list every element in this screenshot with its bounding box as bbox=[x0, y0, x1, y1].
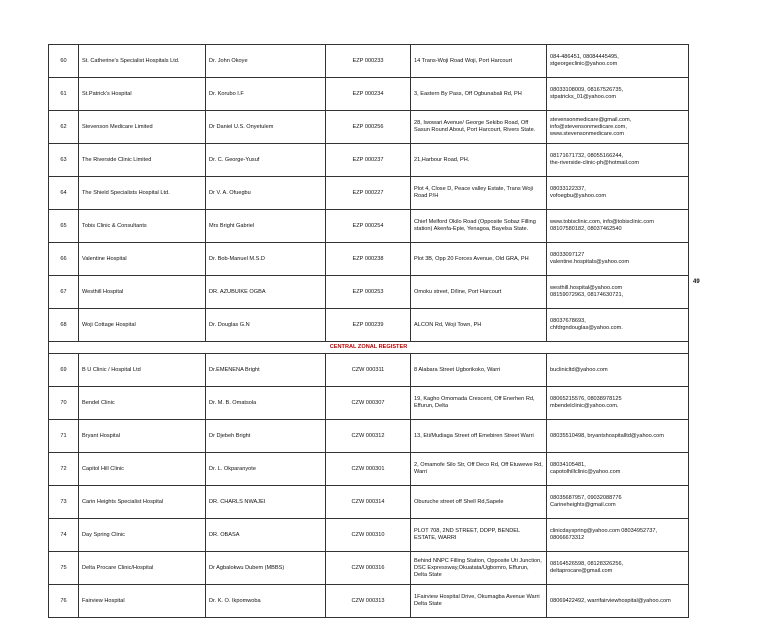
central-rows bbox=[49, 354, 689, 618]
address-cell: Behind NNPC Filling Station, Opposite Uti Junction, DSC Expressway,Okuatata/Ugbomro, Effurun, Delta State bbox=[411, 552, 547, 585]
doctor-name-cell: Dr V. A. Ofuegbu bbox=[206, 177, 326, 210]
contact-cell: 08065215576, 08038978125 mbendelclinic@yahoo.com. bbox=[547, 387, 689, 420]
registration-code-cell: EZP 000237 bbox=[326, 144, 411, 177]
table-row bbox=[49, 78, 689, 111]
registration-code-cell: CZW 000311 bbox=[326, 354, 411, 387]
serial-number-cell: 61 bbox=[49, 78, 79, 111]
address-cell: Omoku street, D/line, Port Harcourt bbox=[411, 276, 547, 309]
doctor-name-cell: DR. CHARLS NWAJEI bbox=[206, 486, 326, 519]
table-row bbox=[49, 420, 689, 453]
contact-cell: 08035510498, bryantshospitalltd@yahoo.com bbox=[547, 420, 689, 453]
registration-code-cell: CZW 000316 bbox=[326, 552, 411, 585]
serial-number-cell: 72 bbox=[49, 453, 79, 486]
address-cell: 2, Omamofe Silo Str, Off Deco Rd, Off Etuwewe Rd, Warri bbox=[411, 453, 547, 486]
facility-name-cell: Tobis Clinic & Consultants bbox=[79, 210, 206, 243]
registration-code-cell: EZP 000254 bbox=[326, 210, 411, 243]
facility-name-cell: St. Catherine's Specialist Hospitals Ltd. bbox=[79, 45, 206, 78]
contact-cell: clinicdayspring@yahoo.com 08034952737, 08066673312 bbox=[547, 519, 689, 552]
contact-cell: 084-486451, 08084445495, stgeorgeclinic@yahoo.com bbox=[547, 45, 689, 78]
contact-cell: www.tobisclinic.com, info@tobisclinic.com 08107580182, 08037462540 bbox=[547, 210, 689, 243]
serial-number-cell: 64 bbox=[49, 177, 79, 210]
registration-code-cell: EZP 000238 bbox=[326, 243, 411, 276]
serial-number-cell: 67 bbox=[49, 276, 79, 309]
facility-name-cell: The Riverside Clinic Limited bbox=[79, 144, 206, 177]
facility-name-cell: Valentine Hospital bbox=[79, 243, 206, 276]
address-cell: 1Fairview Hospital Drive, Okumagba Avenue Warri Delta State bbox=[411, 585, 547, 618]
doctor-name-cell: Dr. K. O. Ikpomwoba bbox=[206, 585, 326, 618]
address-cell: 8 Alabara Street Ugborikoko, Warri bbox=[411, 354, 547, 387]
address-cell: 21,Harbour Road, PH. bbox=[411, 144, 547, 177]
serial-number-cell: 71 bbox=[49, 420, 79, 453]
registration-code-cell: CZW 000312 bbox=[326, 420, 411, 453]
table-row bbox=[49, 585, 689, 618]
contact-cell: 08033122337, vofoegbu@yahoo.com bbox=[547, 177, 689, 210]
table-row bbox=[49, 486, 689, 519]
facility-name-cell: Stevenson Medicare Limited bbox=[79, 111, 206, 144]
register-table bbox=[48, 44, 689, 618]
contact-cell: westhill.hospital@yahoo.com 08159072963, 08174630721, bbox=[547, 276, 689, 309]
serial-number-cell: 60 bbox=[49, 45, 79, 78]
registration-code-cell: CZW 000313 bbox=[326, 585, 411, 618]
address-cell: Oburuche street off Shell Rd,Sapele bbox=[411, 486, 547, 519]
doctor-name-cell: DR. OBASA bbox=[206, 519, 326, 552]
doctor-name-cell: Dr. Korubo I.F bbox=[206, 78, 326, 111]
contact-cell: 08037678693, chfdrgndouglas@yahoo.com. bbox=[547, 309, 689, 342]
table-row bbox=[49, 243, 689, 276]
table-row bbox=[49, 144, 689, 177]
facility-name-cell: The Shield Specialists Hospital Ltd. bbox=[79, 177, 206, 210]
doctor-name-cell: Dr. John Okoye bbox=[206, 45, 326, 78]
contact-cell: 08164526598, 08128326256, deltaprocare@gmail.com bbox=[547, 552, 689, 585]
contact-cell: stevensonmedicare@gmail.com, info@stevensonmedicare.com, www.stevensonmedicare.com bbox=[547, 111, 689, 144]
registration-code-cell: EZP 000256 bbox=[326, 111, 411, 144]
serial-number-cell: 63 bbox=[49, 144, 79, 177]
address-cell: 14 Trans-Woji Road Woji, Port Harcourt bbox=[411, 45, 547, 78]
doctor-name-cell: Dr Daniel U.S. Onyetulem bbox=[206, 111, 326, 144]
table-row bbox=[49, 519, 689, 552]
table-row bbox=[49, 45, 689, 78]
table-row bbox=[49, 552, 689, 585]
address-cell: Plot 4, Close D, Peace valley Estate, Trans Woji Road P/H bbox=[411, 177, 547, 210]
page-number: 49 bbox=[693, 279, 700, 285]
facility-name-cell: Fairview Hospital bbox=[79, 585, 206, 618]
facility-name-cell: Bendel Clinic bbox=[79, 387, 206, 420]
serial-number-cell: 66 bbox=[49, 243, 79, 276]
contact-cell: 08035687957, 09032088776 Carineheights@gmail.com bbox=[547, 486, 689, 519]
table-row bbox=[49, 111, 689, 144]
registration-code-cell: CZW 000307 bbox=[326, 387, 411, 420]
table-row bbox=[49, 387, 689, 420]
serial-number-cell: 74 bbox=[49, 519, 79, 552]
registration-code-cell: CZW 000314 bbox=[326, 486, 411, 519]
address-cell: ALCON Rd, Woji Town, PH bbox=[411, 309, 547, 342]
facility-name-cell: Westhill Hospital bbox=[79, 276, 206, 309]
registration-code-cell: CZW 000301 bbox=[326, 453, 411, 486]
registration-code-cell: EZP 000227 bbox=[326, 177, 411, 210]
section-header bbox=[49, 342, 689, 354]
facility-name-cell: Bryant Hospital bbox=[79, 420, 206, 453]
facility-name-cell: St.Patrick's Hospital bbox=[79, 78, 206, 111]
contact-cell: 08033108009, 08167526735, stpatricks_01@yahoo.com bbox=[547, 78, 689, 111]
facility-name-cell: Woji Cottage Hospital bbox=[79, 309, 206, 342]
registration-code-cell: EZP 000234 bbox=[326, 78, 411, 111]
eastern-rows bbox=[49, 45, 689, 342]
doctor-name-cell: Mrs Bright Gabriel bbox=[206, 210, 326, 243]
contact-cell: buclinicltd@yahoo.com bbox=[547, 354, 689, 387]
contact-cell: 08069422492, warrifairviewhospital@yahoo.com bbox=[547, 585, 689, 618]
table-row bbox=[49, 177, 689, 210]
doctor-name-cell: Dr. L. Okparanyote bbox=[206, 453, 326, 486]
registration-code-cell: EZP 000253 bbox=[326, 276, 411, 309]
table-row bbox=[49, 309, 689, 342]
serial-number-cell: 68 bbox=[49, 309, 79, 342]
address-cell: 19, Kagho Omomada Crescent, Off Enerhen Rd, Effurun, Delta bbox=[411, 387, 547, 420]
serial-number-cell: 69 bbox=[49, 354, 79, 387]
table-row bbox=[49, 210, 689, 243]
address-cell: 28, Iwowari Avenue/ George Sekibo Road, Off Sasun Round About, Port Harcourt, Rivers State. bbox=[411, 111, 547, 144]
facility-name-cell: Delta Procare Clinic/Hospital bbox=[79, 552, 206, 585]
facility-name-cell: B U Clinic / Hospital Ltd bbox=[79, 354, 206, 387]
doctor-name-cell: Dr.EMENENA Bright bbox=[206, 354, 326, 387]
doctor-name-cell: Dr. Douglas G.N bbox=[206, 309, 326, 342]
address-cell: Plot 3B, Opp 20 Forces Avenue, Old GRA, PH bbox=[411, 243, 547, 276]
facility-name-cell: Carin Heights Specialist Hospital bbox=[79, 486, 206, 519]
doctor-name-cell: Dr Djebeh Bright bbox=[206, 420, 326, 453]
address-cell: Chief Melford Okilo Road (Opposite Sobaz Filling station) Akenfa-Epie, Yenagoa, Bayelsa State. bbox=[411, 210, 547, 243]
serial-number-cell: 76 bbox=[49, 585, 79, 618]
serial-number-cell: 70 bbox=[49, 387, 79, 420]
address-cell: 13, Eti/Mudiaga Street off Emebiren Street Warri bbox=[411, 420, 547, 453]
doctor-name-cell: Dr. Bob-Manuel M.S.D bbox=[206, 243, 326, 276]
serial-number-cell: 65 bbox=[49, 210, 79, 243]
address-cell: PLOT 708, 2ND STREET, DDPP, BENDEL ESTATE, WARRI bbox=[411, 519, 547, 552]
serial-number-cell: 62 bbox=[49, 111, 79, 144]
section-title: CENTRAL ZONAL REGISTER bbox=[49, 342, 689, 354]
registration-code-cell: EZP 000239 bbox=[326, 309, 411, 342]
table-row bbox=[49, 354, 689, 387]
contact-cell: 08171671732, 08055166244, the-riverside-clinic-ph@hotmail.com bbox=[547, 144, 689, 177]
registration-code-cell: EZP 000233 bbox=[326, 45, 411, 78]
address-cell: 3, Eastern By Pass, Off Ogbunabali Rd, PH bbox=[411, 78, 547, 111]
serial-number-cell: 73 bbox=[49, 486, 79, 519]
registration-code-cell: CZW 000310 bbox=[326, 519, 411, 552]
doctor-name-cell: DR. AZUBUIKE OGBA bbox=[206, 276, 326, 309]
doctor-name-cell: Dr. C. George-Yusuf bbox=[206, 144, 326, 177]
facility-name-cell: Day Spring Clinic bbox=[79, 519, 206, 552]
doctor-name-cell: Dr Agbalokwu Dubem (MBBS) bbox=[206, 552, 326, 585]
contact-cell: 08034105481, capotolhillclinic@yahoo.com bbox=[547, 453, 689, 486]
doctor-name-cell: Dr. M. B. Omatsola bbox=[206, 387, 326, 420]
table-row bbox=[49, 276, 689, 309]
facility-name-cell: Capitol Hill Clinic bbox=[79, 453, 206, 486]
serial-number-cell: 75 bbox=[49, 552, 79, 585]
contact-cell: 08033097127 valentine.hospitals@yahoo.com bbox=[547, 243, 689, 276]
table-row bbox=[49, 453, 689, 486]
